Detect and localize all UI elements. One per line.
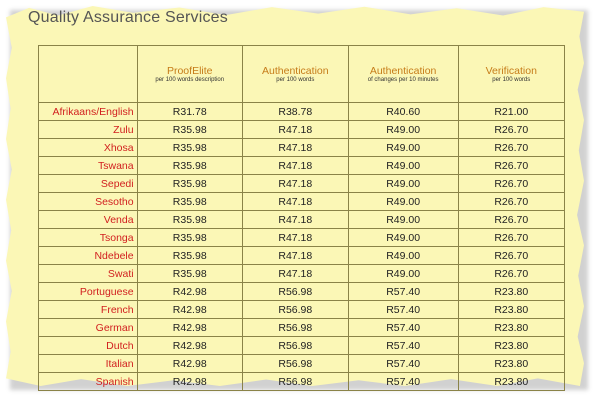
page-title: Quality Assurance Services [28,9,228,26]
price-cell: R35.98 [137,175,242,193]
price-cell: R35.98 [137,247,242,265]
price-cell: R49.00 [348,157,458,175]
table-row [39,319,565,337]
price-cell: R57.40 [348,319,458,337]
price-cell: R57.40 [348,337,458,355]
price-cell: R47.18 [242,211,348,229]
price-cell: R47.18 [242,229,348,247]
price-cell: R35.98 [137,211,242,229]
language-cell: Ndebele [39,247,138,265]
table-row [39,139,565,157]
price-cell: R57.40 [348,301,458,319]
language-cell: Afrikaans/English [39,103,138,121]
price-cell: R47.18 [242,193,348,211]
price-cell: R49.00 [348,175,458,193]
price-cell: R26.70 [458,193,564,211]
table-row [39,265,565,283]
table-row [39,121,565,139]
header-empty-cell [39,46,138,103]
header-label: ProofElite [166,64,213,77]
price-cell: R47.18 [242,247,348,265]
price-cell: R26.70 [458,175,564,193]
price-cell: R35.98 [137,193,242,211]
header-authentication-changes [348,46,458,103]
price-cell: R35.98 [137,229,242,247]
price-cell: R26.70 [458,265,564,283]
price-cell: R47.18 [242,157,348,175]
price-cell: R49.00 [348,193,458,211]
price-cell: R42.98 [137,373,242,391]
language-cell: Tswana [39,157,138,175]
price-cell: R49.00 [348,139,458,157]
language-cell: Tsonga [39,229,138,247]
price-cell: R56.98 [242,355,348,373]
price-cell: R26.70 [458,139,564,157]
price-cell: R23.80 [458,355,564,373]
price-cell: R56.98 [242,319,348,337]
language-cell: Dutch [39,337,138,355]
price-cell: R26.70 [458,211,564,229]
price-cell: R31.78 [137,103,242,121]
price-cell: R49.00 [348,265,458,283]
header-verification [458,46,564,103]
header-label: Authentication [369,64,437,77]
price-cell: R49.00 [348,247,458,265]
price-cell: R23.80 [458,337,564,355]
price-cell: R26.70 [458,247,564,265]
table-row [39,157,565,175]
price-cell: R57.40 [348,283,458,301]
price-cell: R35.98 [137,157,242,175]
price-cell: R47.18 [242,265,348,283]
table-row [39,373,565,391]
price-cell: R42.98 [137,283,242,301]
price-cell: R23.80 [458,319,564,337]
language-cell: German [39,319,138,337]
header-sublabel: per 100 words description [155,76,225,83]
language-cell: Portuguese [39,283,138,301]
header-authentication-words [242,46,348,103]
language-cell: Venda [39,211,138,229]
language-cell: Swati [39,265,138,283]
price-cell: R47.18 [242,121,348,139]
price-cell: R57.40 [348,373,458,391]
table-header-row [39,46,565,103]
price-cell: R23.80 [458,301,564,319]
price-cell: R38.78 [242,103,348,121]
table-row [39,211,565,229]
price-cell: R42.98 [137,355,242,373]
price-cell: R26.70 [458,229,564,247]
price-cell: R49.00 [348,211,458,229]
language-cell: Xhosa [39,139,138,157]
table-body [39,103,565,391]
header-proofelite [137,46,242,103]
price-cell: R26.70 [458,121,564,139]
price-cell: R42.98 [137,337,242,355]
price-cell: R42.98 [137,301,242,319]
header-sublabel: of changes per 10 minutes [367,76,439,83]
price-cell: R35.98 [137,265,242,283]
price-cell: R47.18 [242,175,348,193]
table-row [39,355,565,373]
table-row [39,283,565,301]
header-label: Authentication [262,64,329,77]
price-cell: R47.18 [242,139,348,157]
table-row [39,247,565,265]
header-sublabel: per 100 words [492,76,531,83]
table-row [39,193,565,211]
price-cell: R26.70 [458,157,564,175]
header-label: Verification [485,64,537,77]
language-cell: Sepedi [39,175,138,193]
price-cell: R56.98 [242,373,348,391]
price-cell: R35.98 [137,139,242,157]
price-table [38,45,565,391]
table-row [39,229,565,247]
price-cell: R23.80 [458,283,564,301]
price-cell: R23.80 [458,373,564,391]
language-cell: Sesotho [39,193,138,211]
language-cell: French [39,301,138,319]
price-cell: R49.00 [348,229,458,247]
price-cell: R35.98 [137,121,242,139]
price-cell: R56.98 [242,283,348,301]
language-cell: Spanish [39,373,138,391]
price-cell: R42.98 [137,319,242,337]
price-cell: R40.60 [348,103,458,121]
table-row [39,103,565,121]
table-row [39,175,565,193]
language-cell: Italian [39,355,138,373]
table-row [39,337,565,355]
price-cell: R56.98 [242,301,348,319]
price-cell: R56.98 [242,337,348,355]
price-cell: R21.00 [458,103,564,121]
price-cell: R49.00 [348,121,458,139]
price-cell: R57.40 [348,355,458,373]
table-row [39,301,565,319]
language-cell: Zulu [39,121,138,139]
header-sublabel: per 100 words [276,76,315,83]
